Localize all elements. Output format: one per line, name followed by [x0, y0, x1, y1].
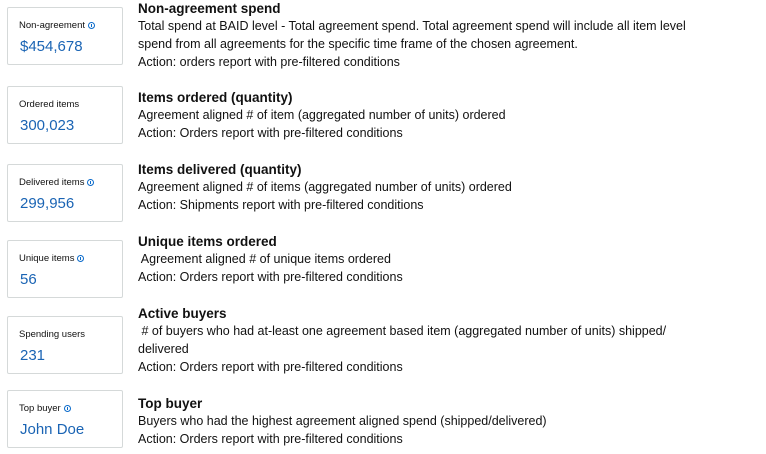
metric-card-ordered-items[interactable] [7, 86, 123, 144]
description-line: Buyers who had the highest agreement aligned spend (shipped/delivered) [138, 414, 547, 428]
card-label: Ordered items [19, 99, 80, 110]
description-action: Action: orders report with pre-filtered conditions [138, 55, 400, 69]
description-title: Unique items ordered [138, 234, 277, 249]
description-line: # of buyers who had at-least one agreement based item (aggregated number of units) shipped/ [138, 324, 667, 338]
description-title: Active buyers [138, 306, 227, 321]
metric-card-non-agreement[interactable] [7, 7, 123, 65]
card-label: Delivered items [19, 177, 85, 188]
metric-card-top-buyer[interactable] [7, 390, 123, 448]
card-label: Non-agreement [19, 20, 86, 31]
info-circle-icon[interactable] [77, 255, 84, 262]
card-label: Top buyer [19, 403, 61, 414]
card-label: Unique items [19, 253, 75, 264]
card-label: Spending users [19, 329, 86, 340]
description-line: spend from all agreements for the specific time frame of the chosen agreement. [138, 37, 578, 51]
metric-description-unique-items [138, 233, 758, 286]
card-value: 231 [20, 347, 46, 364]
info-circle-icon[interactable] [64, 405, 71, 412]
card-value: $454,678 [20, 38, 83, 55]
description-title: Items delivered (quantity) [138, 162, 302, 177]
description-action: Action: Orders report with pre-filtered conditions [138, 126, 403, 140]
description-title: Top buyer [138, 396, 203, 411]
metric-card-spending-users[interactable] [7, 316, 123, 374]
description-line: Agreement aligned # of unique items ordered [138, 252, 391, 266]
card-value: 299,956 [20, 195, 75, 212]
description-line: delivered [138, 342, 189, 356]
metric-description-top-buyer [138, 395, 758, 448]
info-circle-icon[interactable] [88, 22, 95, 29]
description-action: Action: Orders report with pre-filtered conditions [138, 360, 403, 374]
description-action: Action: Shipments report with pre-filtered conditions [138, 198, 424, 212]
metric-description-items-delivered [138, 161, 758, 214]
description-title: Items ordered (quantity) [138, 90, 293, 105]
description-title: Non-agreement spend [138, 1, 281, 16]
card-value: John Doe [20, 421, 85, 438]
card-value: 56 [20, 271, 37, 288]
metric-description-non-agreement [138, 0, 758, 71]
info-circle-icon[interactable] [87, 179, 94, 186]
description-line: Total spend at BAID level - Total agreement spend. Total agreement spend will include all item level [138, 19, 686, 33]
card-value: 300,023 [20, 117, 75, 134]
description-action: Action: Orders report with pre-filtered conditions [138, 270, 403, 284]
metric-card-unique-items[interactable] [7, 240, 123, 298]
description-line: Agreement aligned # of item (aggregated number of units) ordered [138, 108, 506, 122]
metric-description-items-ordered [138, 89, 758, 142]
description-action: Action: Orders report with pre-filtered conditions [138, 432, 403, 446]
description-line: Agreement aligned # of items (aggregated number of units) ordered [138, 180, 512, 194]
metric-card-delivered-items[interactable] [7, 164, 123, 222]
metric-description-active-buyers [138, 305, 758, 376]
